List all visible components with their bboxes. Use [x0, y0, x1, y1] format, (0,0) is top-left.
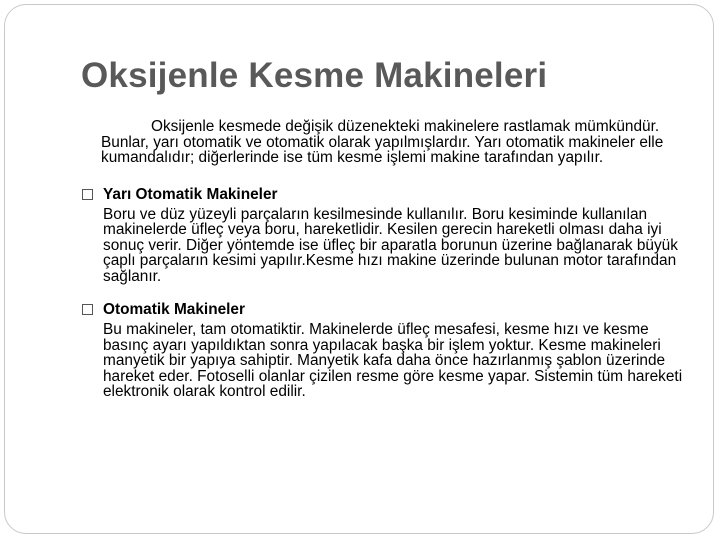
section-automatic — [82, 301, 692, 400]
slide-content — [82, 119, 692, 400]
square-bullet-icon — [82, 304, 93, 315]
section-heading — [82, 186, 692, 204]
section-heading-label: Yarı Otomatik Makineler — [103, 185, 278, 203]
section-heading-label: Otomatik Makineler — [103, 301, 245, 318]
square-bullet-icon — [82, 189, 93, 200]
section-body: Bu makineler, tam otomatiktir. Makinelerde üfleç mesafesi, kesme hızı ve kesme basınç ayarı yapıldıktan sonra yapılacak başka bir işlem yoktur. Kesme makineleri manyetik bir yapıya sahiptir. Manyetik kafa daha önce hazırlanmış şablon üzerinde hareket eder. Fotoselli olanlar çizilen resme göre kesme yapar. Sistemin tüm hareketi elektronik olarak kontrol edilir. — [103, 321, 683, 400]
section-body: Boru ve düz yüzeyli parçaların kesilmesinde kullanılır. Boru kesiminde kullanılan makinelerde üfleç veya boru, hareketlidir. Kesilen gerecin hareketli olması daha iyi sonuç verir. Diğer yöntemde ise üfleç bir aparatla borunun üzerine bağlanarak büyük çaplı parçaların kesimi yapılır.Kesme hızı makine üzerinde bulunan motor tarafından sağlanır. — [103, 205, 678, 285]
slide-title: Oksijenle Kesme Makineleri — [81, 56, 548, 95]
section-heading — [82, 301, 692, 319]
intro-paragraph: Oksijenle kesmede değişik düzenekteki makinelere rastlamak mümkündür. Bunlar, yarı otomatik ve otomatik olarak yapılmışlardır. Yarı otomatik makineler elle kumandalıdır; diğerlerinde ise tüm kesme işlemi makine tarafından yapılır. — [101, 118, 664, 166]
section-semi-automatic — [82, 186, 692, 285]
